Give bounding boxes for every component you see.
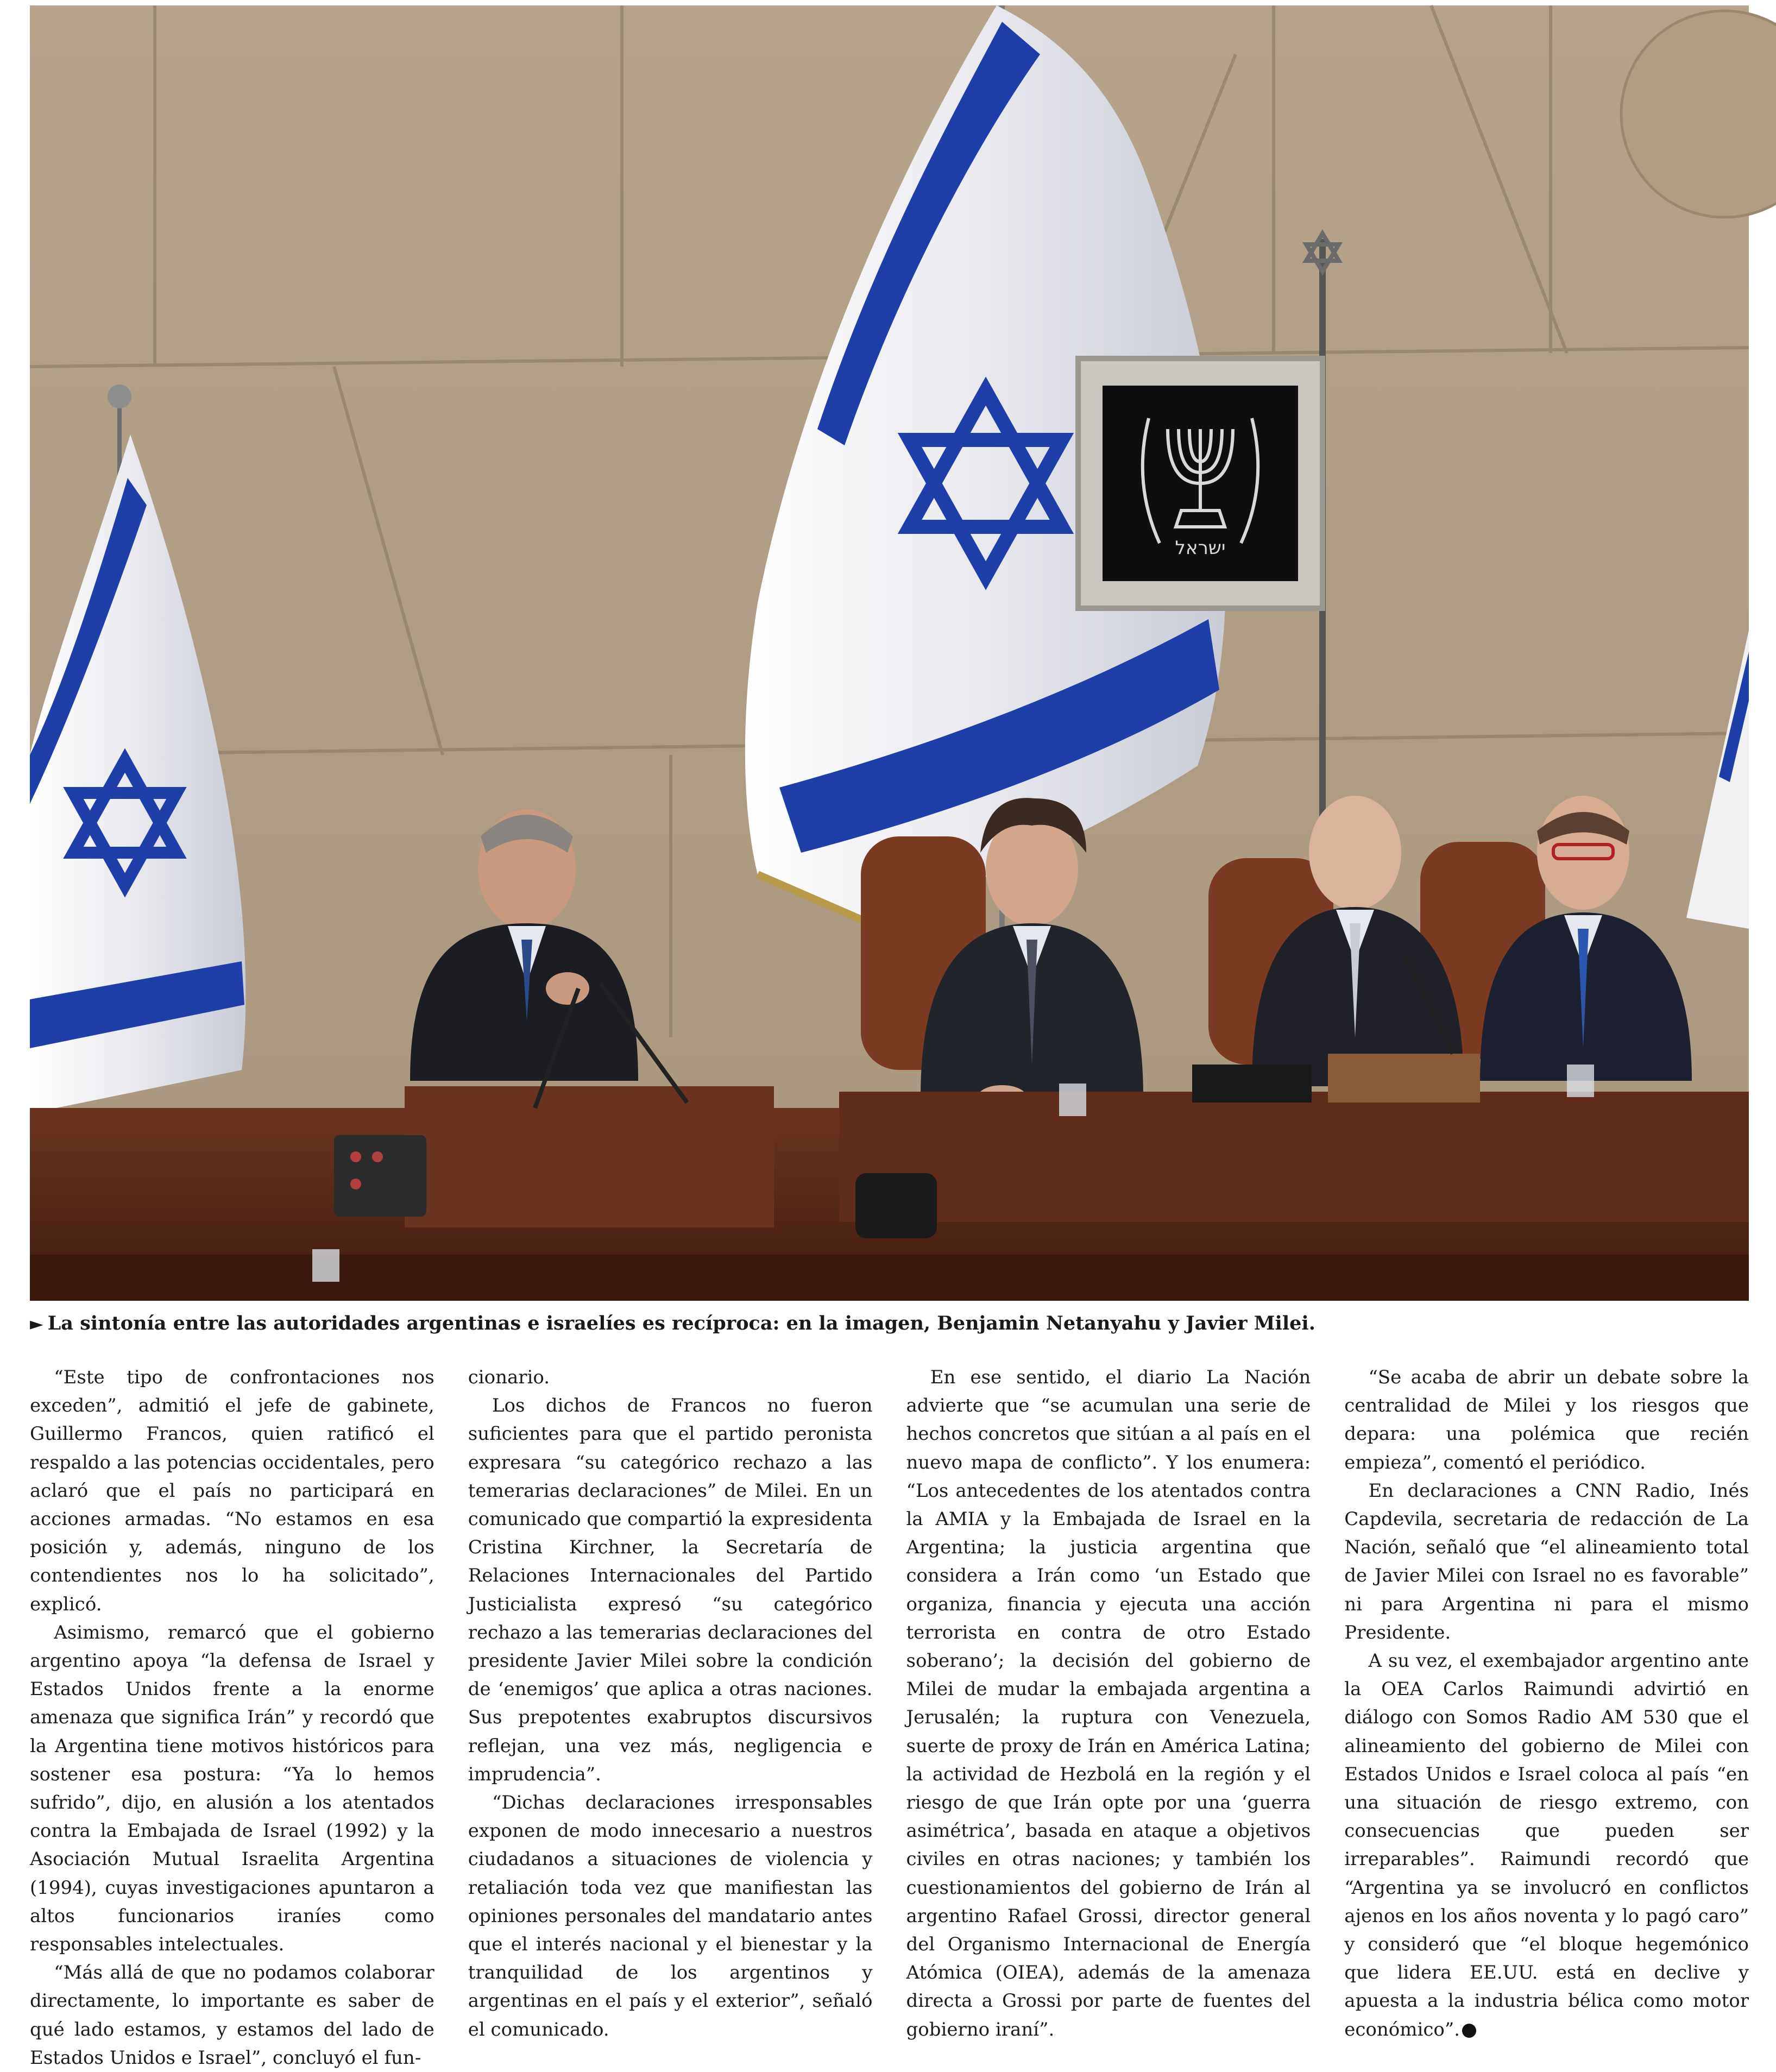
paragraph-text: A su vez, el exembajador argentino ante la OEA Carlos Raimundi advirtió en diálogo con Somos Radio AM 530 que el alineamiento del gobierno de Milei con Estados Unidos e Israel coloca al país “en una situación de riesgo extremo, con consecuencias que pueden ser irreparables”. Raimundi recordó que “Argentina ya se involucró en conflictos ajenos en los años noventa y lo pagó caro” y consideró que “el bloque hegemónico que lidera EE.UU. está en declive y apuesta a la industria bélica como motor económico”.	[1344, 1650, 1749, 2040]
paragraph: “Este tipo de confrontaciones nos exceden”, admitió el jefe de gabinete, Guillermo Francos, quien ratificó el respaldo a las potencias occidentales, pero aclaró que el país no participará en acciones armadas. “No estamos en esa posición y, además, ninguno de los contendientes nos lo ha solicitado”, explicó.	[30, 1366, 434, 1615]
article-body	[30, 1363, 1749, 2069]
caption-marker-icon: ►	[30, 1313, 43, 1334]
paragraph: “Se acaba de abrir un debate sobre la centralidad de Milei y los riesgos que depara: una polémica que recién empieza”, comentó el periódico.	[1344, 1366, 1749, 1473]
emblem-text: ישראל	[1175, 537, 1226, 559]
article-column-3	[906, 1363, 1311, 2072]
article-column-4	[1344, 1363, 1749, 2072]
paragraph: “Más allá de que no podamos colaborar directamente, lo importante es saber de qué lado estamos, y estamos del lado de Estados Unidos e Israel”, concluyó el fun-	[30, 1962, 434, 2069]
photo-caption	[30, 1310, 1749, 1337]
paragraph: En ese sentido, el diario La Nación advierte que “se acumulan una serie de hechos concretos que sitúan a al país en el nuevo mapa de conflicto”. Y los enumera: “Los antecedentes de los atentados contra la AMIA y la Embajada de Israel en la Argentina; la justicia argentina que considera a Irán como ‘un Estado que organiza, financia y ejecuta una acción terrorista en contra de otro Estado soberano’; la decisión del gobierno de Milei de mudar la embajada argentina a Jerusalén; la ruptura con Venezuela, suerte de proxy de Irán en América Latina; la actividad de Hezbolá en la región y el riesgo de que Irán opte por una ‘guerra asimétrica’, basada en ataque a objetivos civiles en otras naciones; y también los cuestionamientos del gobierno de Irán al argentino Rafael Grossi, director general del Organismo Internacional de Energía Atómica (OIEA), además de la amenaza directa a Grossi por parte de fuentes del gobierno iraní”.	[906, 1366, 1311, 2040]
paragraph: Los dichos de Francos no fueron suficientes para que el partido peronista expresara “su categórico rechazo a las temerarias declaraciones” de Milei. En un comunicado que compartió la expresidenta Cristina Kirchner, la Secretaría de Relaciones Internacionales del Partido Justicialista expresó “su categórico rechazo a las temerarias declaraciones del presidente Javier Milei sobre la condición de ‘enemigos’ que aplica a otras naciones. Sus prepotentes exabruptos discursivos reflejan, una vez más, negligencia e imprudencia”.	[468, 1395, 873, 1785]
article-column-1	[30, 1363, 434, 2072]
article-column-2	[468, 1363, 873, 2072]
paragraph: En declaraciones a CNN Radio, Inés Capdevila, secretaria de redacción de La Nación, señaló que “el alineamiento total de Javier Milei con Israel no es favorable” ni para Argentina ni para el mismo Presidente.	[1344, 1479, 1749, 1643]
paragraph: Asimismo, remarcó que el gobierno argentino apoya “la defensa de Israel y Estados Unidos frente a la enorme amenaza que significa Irán” y recordó que la Argentina tiene motivos históricos para sostener esa postura: “Ya lo hemos sufrido”, dijo, en alusión a los atentados contra la Embajada de Israel (1992) y la Asociación Mutual Israelita Argentina (1994), cuyas investigaciones apuntaron a altos funcionarios iraníes como responsables intelectuales.	[30, 1621, 434, 1956]
end-mark-icon	[1462, 2024, 1476, 2038]
paragraph: “Dichas declaraciones irresponsables exponen de modo innecesario a nuestros ciudadanos a situaciones de violencia y retaliación toda vez que manifiestan las opiniones personales del mandatario antes que el interés nacional y el bienestar y la tranquilidad de los argentinos y argentinas en el país y el exterior”, señaló el comunicado.	[468, 1792, 873, 2040]
caption-text: La sintonía entre las autoridades argentinas e israelíes es recíproca: en la imagen, Benjamin Netanyahu y Javier Milei.	[47, 1312, 1315, 1334]
paragraph-last	[1344, 1647, 1749, 2044]
photo-knesset-plenum	[30, 5, 1749, 1301]
paragraph: cionario.	[468, 1366, 550, 1388]
article-photo	[30, 5, 1749, 1301]
